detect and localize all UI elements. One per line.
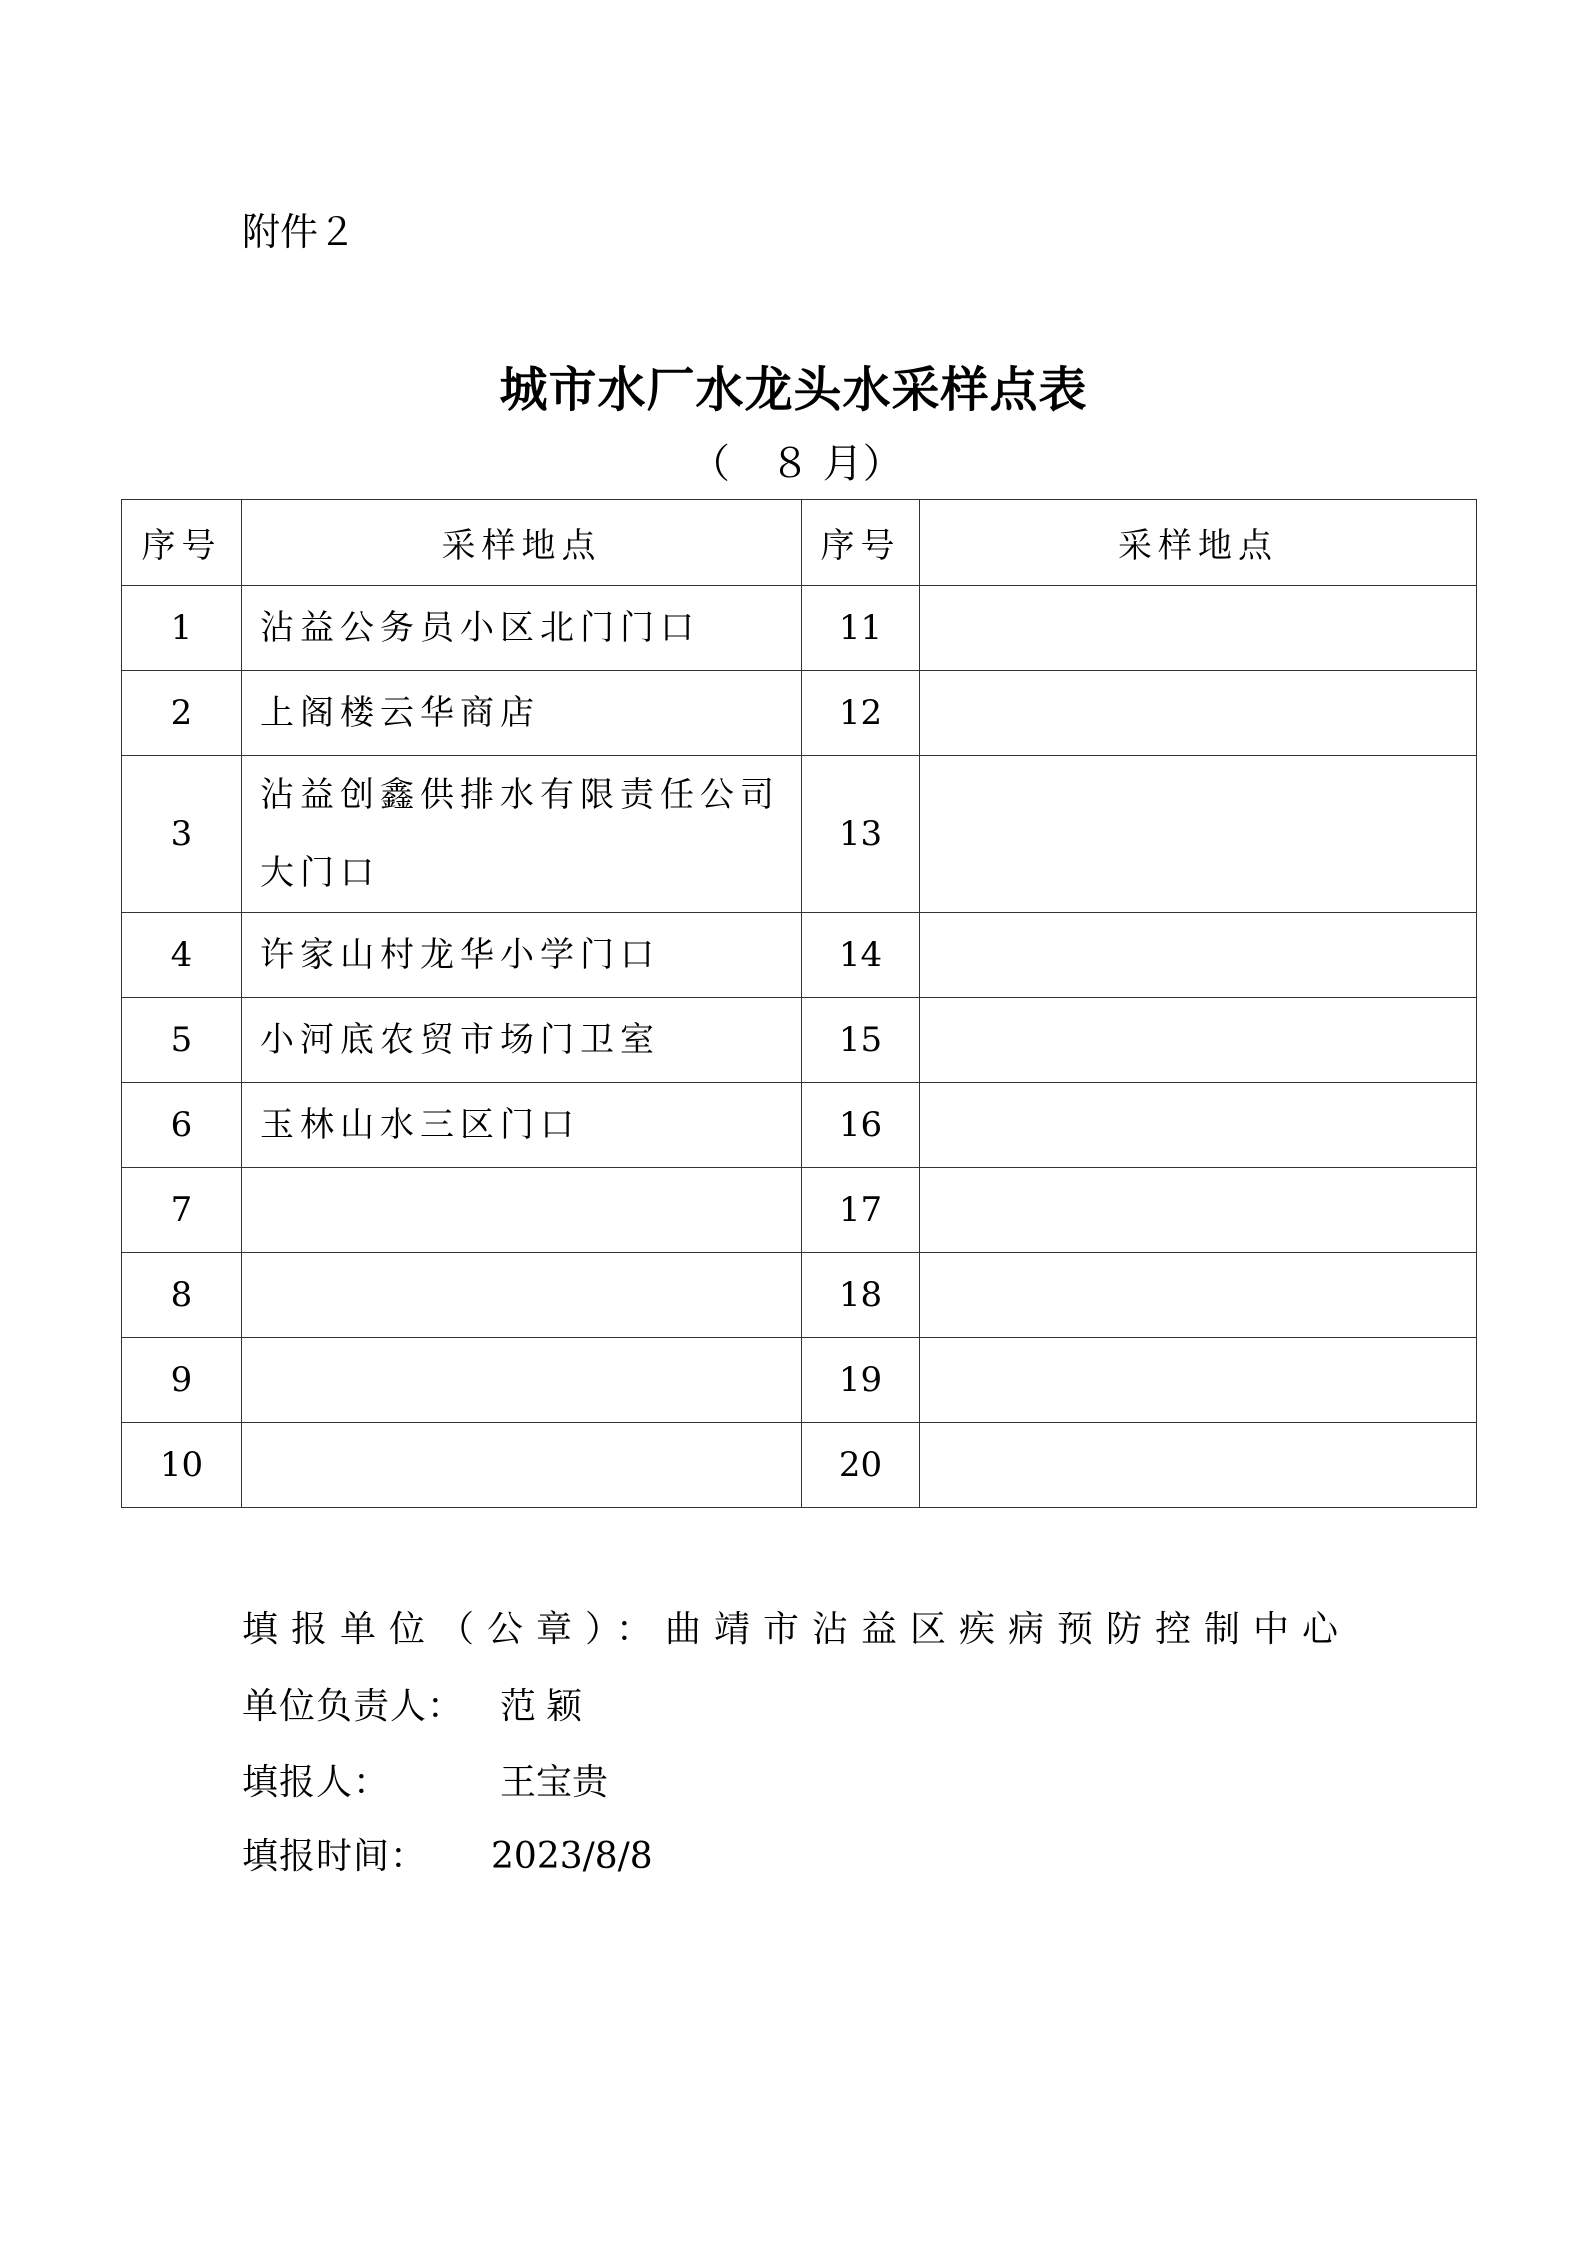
- location-left: [242, 1253, 802, 1338]
- location-left: 玉林山水三区门口: [242, 1083, 802, 1168]
- report-time-line: [242, 1833, 653, 1881]
- location-right: [920, 671, 1477, 756]
- serial-left: 1: [122, 586, 242, 671]
- serial-right: 11: [802, 586, 920, 671]
- location-left: 许家山村龙华小学门口: [242, 913, 802, 998]
- location-left: 小河底农贸市场门卫室: [242, 998, 802, 1083]
- month-subtitle: （ ８ 月）: [690, 441, 903, 487]
- serial-right: 20: [802, 1423, 920, 1508]
- table-row: [122, 998, 1477, 1083]
- location-left: [242, 1168, 802, 1253]
- reporting-unit-line: 填报单位（公章）：曲靖市沾益区疾病预防控制中心: [242, 1609, 1352, 1650]
- serial-right: 15: [802, 998, 920, 1083]
- location-right: [920, 913, 1477, 998]
- report-time-value: 2023/8/8: [491, 1836, 653, 1877]
- location-right: [920, 1423, 1477, 1508]
- serial-right: 17: [802, 1168, 920, 1253]
- table-row: [122, 1083, 1477, 1168]
- location-right: [920, 586, 1477, 671]
- unit-head-line: [242, 1683, 592, 1731]
- location-right: [920, 1338, 1477, 1423]
- header-location-right: 采样地点: [920, 500, 1477, 586]
- location-right: [920, 1253, 1477, 1338]
- unit-head-label: 单位负责人：: [242, 1686, 465, 1727]
- reporter-label: 填报人：: [242, 1762, 391, 1803]
- table-row: [122, 1253, 1477, 1338]
- report-time-label: 填报时间：: [242, 1836, 428, 1877]
- serial-right: 14: [802, 913, 920, 998]
- table-row: [122, 586, 1477, 671]
- serial-left: 7: [122, 1168, 242, 1253]
- header-location-left: 采样地点: [242, 500, 802, 586]
- location-right: [920, 1168, 1477, 1253]
- sampling-points-table: [121, 499, 1477, 1508]
- serial-left: 3: [122, 756, 242, 913]
- table-header-row: [122, 500, 1477, 586]
- unit-head-value: 范颖: [500, 1686, 593, 1727]
- table-row: [122, 1338, 1477, 1423]
- serial-left: 9: [122, 1338, 242, 1423]
- serial-left: 2: [122, 671, 242, 756]
- attachment-label: 附件２: [242, 210, 357, 254]
- table-row: [122, 756, 1477, 913]
- serial-left: 6: [122, 1083, 242, 1168]
- serial-left: 5: [122, 998, 242, 1083]
- location-left: [242, 1423, 802, 1508]
- reporter-value: 王宝贵: [500, 1762, 609, 1803]
- location-left: [242, 1338, 802, 1423]
- table-row: [122, 1423, 1477, 1508]
- serial-right: 16: [802, 1083, 920, 1168]
- serial-left: 8: [122, 1253, 242, 1338]
- location-right: [920, 756, 1477, 913]
- location-left: 上阁楼云华商店: [242, 671, 802, 756]
- reporter-line: [242, 1759, 608, 1807]
- serial-right: 19: [802, 1338, 920, 1423]
- serial-left: 4: [122, 913, 242, 998]
- serial-right: 13: [802, 756, 920, 913]
- table-row: [122, 1168, 1477, 1253]
- location-right: [920, 1083, 1477, 1168]
- table-row: [122, 913, 1477, 998]
- header-serial-right: 序号: [802, 500, 920, 586]
- location-right: [920, 998, 1477, 1083]
- location-left: 沾益创鑫供排水有限责任公司大门口: [242, 756, 802, 913]
- page-title: 城市水厂水龙头水采样点表: [499, 362, 1088, 418]
- serial-right: 18: [802, 1253, 920, 1338]
- serial-left: 10: [122, 1423, 242, 1508]
- location-left: 沾益公务员小区北门门口: [242, 586, 802, 671]
- serial-right: 12: [802, 671, 920, 756]
- table-row: [122, 671, 1477, 756]
- header-serial-left: 序号: [122, 500, 242, 586]
